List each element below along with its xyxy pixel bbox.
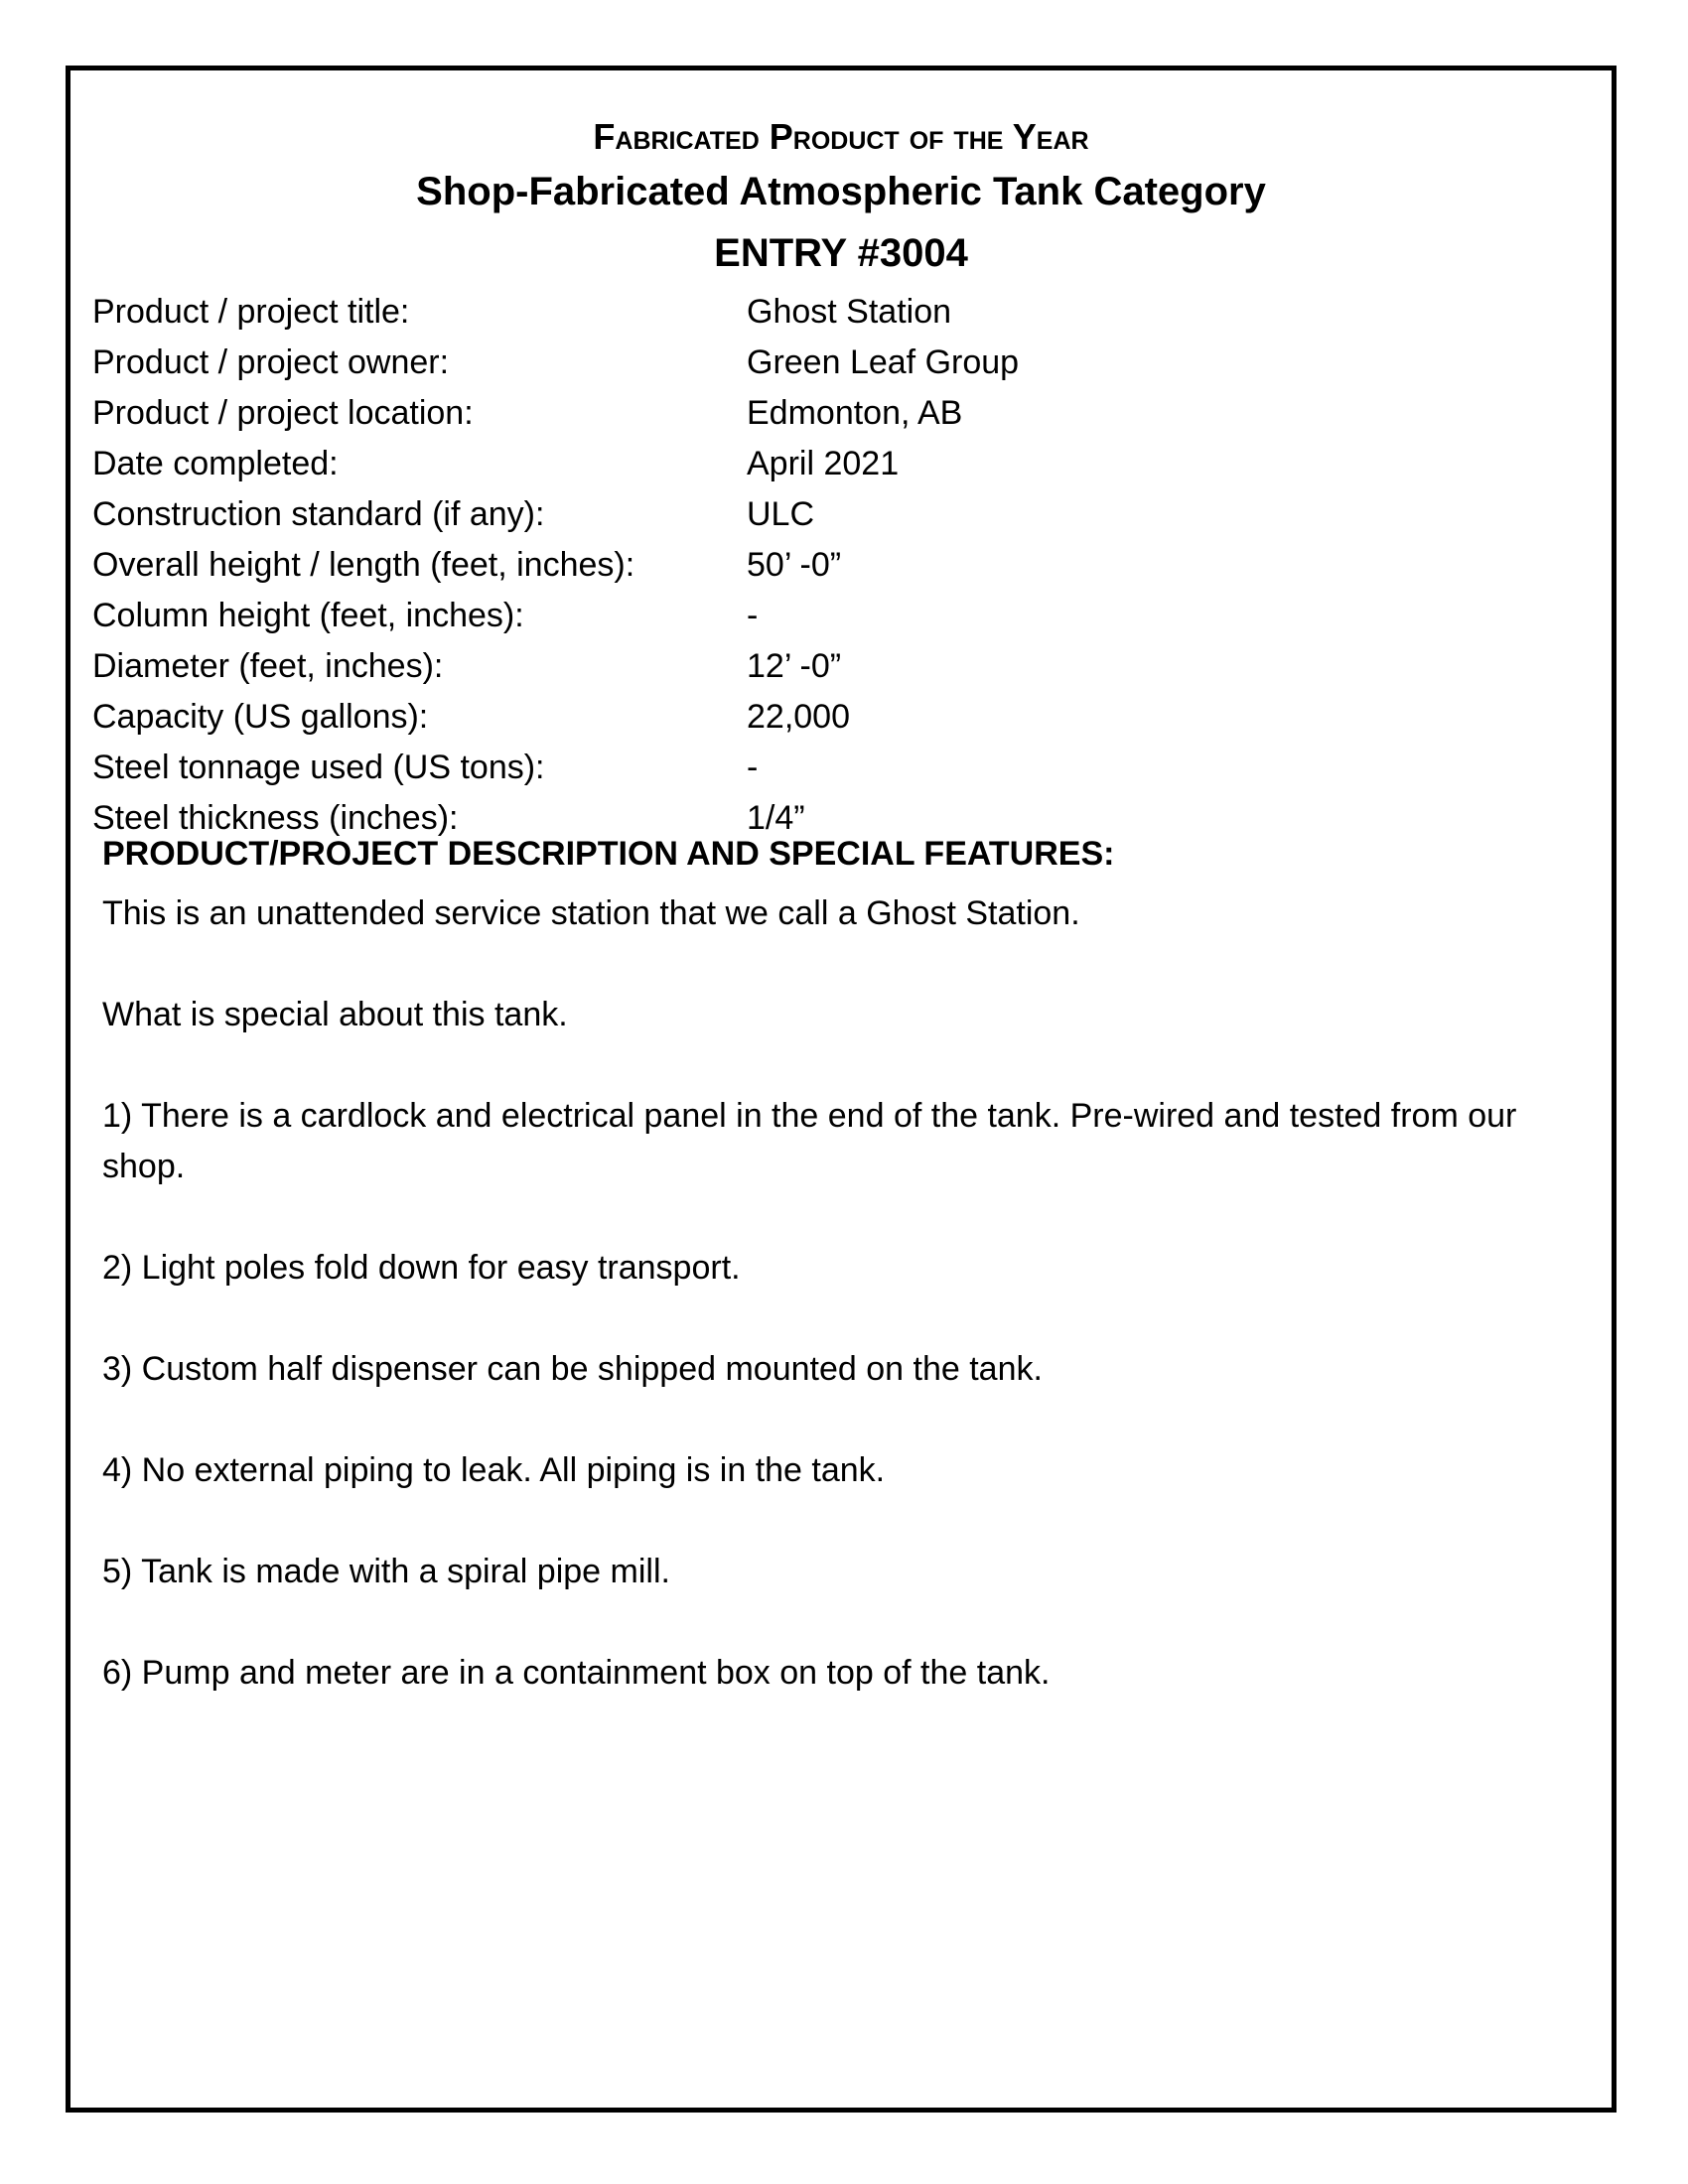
field-label: Diameter (feet, inches): [92, 647, 444, 685]
field-row-diameter [92, 641, 1582, 692]
field-row-title [92, 287, 1582, 338]
field-label: Capacity (US gallons): [92, 698, 429, 736]
field-label: Construction standard (if any): [92, 495, 545, 533]
field-row-steel-tonnage [92, 743, 1582, 793]
description-paragraph: This is an unattended service station that we call a Ghost Station. [102, 894, 1080, 932]
field-row-date-completed [92, 439, 1582, 489]
field-row-owner [92, 338, 1582, 388]
feature-item: 1) There is a cardlock and electrical panel in the end of the tank. Pre-wired and tested from our shop. [102, 1097, 1517, 1185]
feature-item: 5) Tank is made with a spiral pipe mill. [102, 1553, 670, 1590]
field-label: Column height (feet, inches): [92, 597, 524, 634]
feature-item: 4) No external piping to leak. All piping is in the tank. [102, 1451, 886, 1489]
field-label: Product / project title: [92, 293, 410, 331]
feature-item: 2) Light poles fold down for easy transport. [102, 1249, 741, 1287]
field-label: Date completed: [92, 445, 339, 482]
field-value: 12’ -0” [747, 647, 842, 685]
field-row-construction-standard [92, 489, 1582, 540]
feature-item: 3) Custom half dispenser can be shipped mounted on the tank. [102, 1350, 1043, 1388]
description-heading: PRODUCT/PROJECT DESCRIPTION AND SPECIAL FEATURES: [102, 835, 1115, 873]
field-row-overall-height [92, 540, 1582, 591]
award-title: Fabricated Product of the Year [593, 116, 1089, 157]
field-label: Product / project owner: [92, 343, 450, 381]
field-value: Ghost Station [747, 293, 952, 331]
field-row-column-height [92, 591, 1582, 641]
field-label: Steel tonnage used (US tons): [92, 749, 545, 786]
field-label: Steel thickness (inches): [92, 799, 459, 837]
project-fields [92, 287, 1582, 844]
field-label: Overall height / length (feet, inches): [92, 546, 635, 584]
field-label: Product / project location: [92, 394, 474, 432]
entry-number: ENTRY #3004 [714, 231, 968, 275]
field-value: April 2021 [747, 445, 900, 482]
field-value: ULC [747, 495, 815, 533]
document-border [66, 66, 1617, 2113]
field-row-capacity [92, 692, 1582, 743]
field-value: Green Leaf Group [747, 343, 1020, 381]
category-title: Shop-Fabricated Atmospheric Tank Category [416, 170, 1266, 213]
field-value: Edmonton, AB [747, 394, 963, 432]
field-value: - [747, 749, 759, 786]
description-paragraph: What is special about this tank. [102, 996, 568, 1033]
description-body [102, 888, 1572, 1749]
field-value: 50’ -0” [747, 546, 842, 584]
feature-item: 6) Pump and meter are in a containment box on top of the tank. [102, 1654, 1051, 1692]
field-value: 1/4” [747, 799, 805, 837]
field-value: 22,000 [747, 698, 850, 736]
field-value: - [747, 597, 759, 634]
field-row-location [92, 388, 1582, 439]
